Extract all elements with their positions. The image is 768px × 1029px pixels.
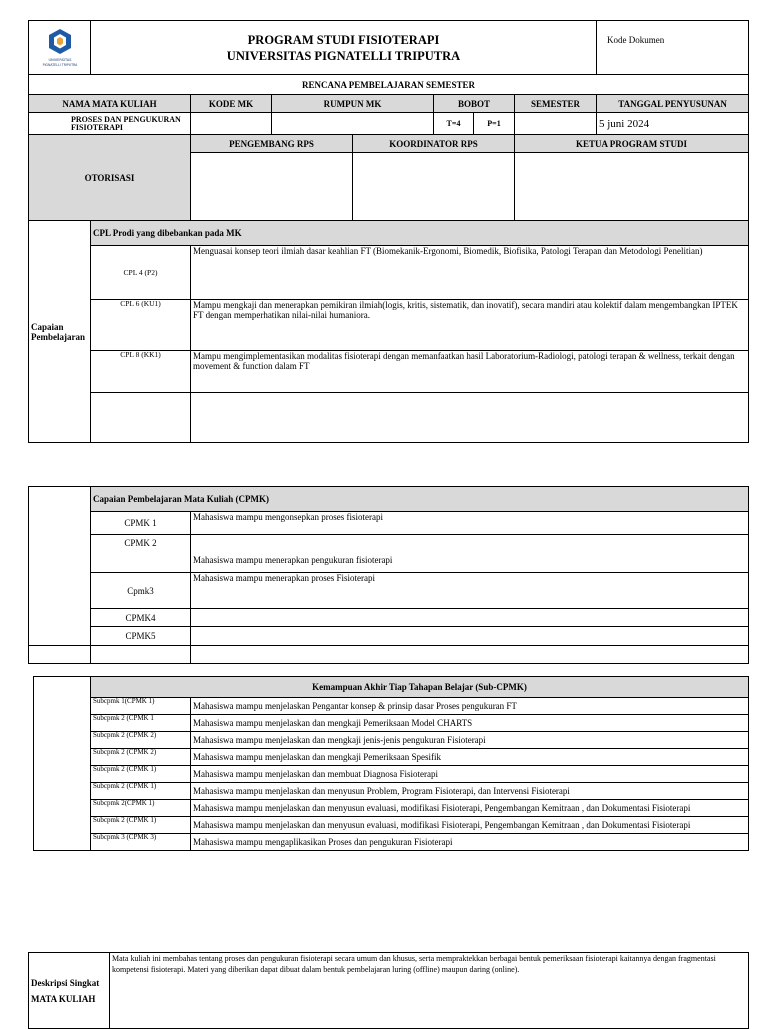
subcpmk-text: Mahasiswa mampu menjelaskan dan menyusun Problem, Program Fisioterapi, dan Intervensi Fisioterapi bbox=[191, 783, 749, 800]
cpmk-text: Mahasiswa mampu mengonsepkan proses fisioterapi bbox=[191, 512, 749, 535]
cpmk-code: Cpmk3 bbox=[91, 573, 191, 609]
col-nama-mk: NAMA MATA KULIAH bbox=[29, 95, 191, 113]
subcpmk-code: Subcpmk 3 (CPMK 3) bbox=[91, 834, 191, 851]
subcpmk-code: Subcpmk 2 (CPMK 1) bbox=[91, 817, 191, 834]
cpmk-text bbox=[191, 627, 749, 646]
cpl-text: Mampu mengimplementasikan modalitas fisioterapi dengan memanfaatkan hasil Laboratorium-Radiologi, patologi terapan & wellness, terkait dengan movement & function dalam FT bbox=[191, 351, 749, 393]
col-tanggal: TANGGAL PENYUSUNAN bbox=[597, 95, 749, 113]
cpmk-code: CPMK4 bbox=[91, 609, 191, 627]
header-table bbox=[28, 20, 749, 75]
subcpmk-code: Subcpmk 2 (CPMK 1 bbox=[91, 715, 191, 732]
deskripsi-label-line1: Deskripsi Singkat bbox=[31, 977, 100, 988]
subcpmk-code: Subcpmk 2 (CPMK 2) bbox=[91, 732, 191, 749]
course-code bbox=[191, 113, 272, 135]
cpl-table bbox=[28, 220, 749, 443]
rps-table bbox=[28, 74, 749, 135]
col-kode-mk: KODE MK bbox=[191, 95, 272, 113]
cpmk-empty bbox=[191, 646, 749, 664]
cpmk-code: CPMK 1 bbox=[91, 512, 191, 535]
subcpmk-side bbox=[34, 677, 91, 851]
rps-title: RENCANA PEMBELAJARAN SEMESTER bbox=[29, 75, 749, 95]
deskripsi-text: Mata kuliah ini membahas tentang proses dan pengukuran fisioterapi secara umum dan khusus, serta mempraktekkan berbagai bentuk pemeriksaan fisioterapi kaitannya dengan fragmentasi kompetensi fisioterapi. Materi yang diberikan dapat dibuat dalam bentuk pembelajaran luring (offline) maupun daring (online). bbox=[110, 953, 749, 1029]
subcpmk-code: Subcpmk 1(CPMK 1) bbox=[91, 698, 191, 715]
subcpmk-table bbox=[33, 676, 749, 851]
subcpmk-text: Mahasiswa mampu menjelaskan dan menyusun evaluasi, modifikasi Fisioterapi, Pengembangan Kemitraan , dan Dokumentasi Fisioterapi bbox=[191, 817, 749, 834]
ketua-prodi-header: KETUA PROGRAM STUDI bbox=[515, 135, 749, 153]
deskripsi-table bbox=[28, 952, 749, 1029]
university-title: UNIVERSITAS PIGNATELLI TRIPUTRA bbox=[226, 48, 461, 63]
course-name: PROSES DAN PENGUKURAN FISIOTERAPI bbox=[29, 113, 191, 135]
subcpmk-code: Subcpmk 2(CPMK 1) bbox=[91, 800, 191, 817]
cpl-code: CPL 4 (P2) bbox=[91, 246, 191, 300]
doc-code-label: Kode Dokumen bbox=[597, 21, 749, 75]
cpmk-empty bbox=[91, 646, 191, 664]
program-title: PROGRAM STUDI FISIOTERAPI bbox=[247, 32, 440, 47]
cpmk-text: Mahasiswa mampu menerapkan pengukuran fisioterapi bbox=[191, 535, 749, 573]
cpl-text: Menguasai konsep teori ilmiah dasar keahlian FT (Biomekanik-Ergonomi, Biomedik, Biofisika, Patologi Terapan dan Metodologi Penelitian) bbox=[191, 246, 749, 300]
cpl-empty-code bbox=[91, 393, 191, 443]
subcpmk-text: Mahasiswa mampu menjelaskan dan mengkaji Pemeriksaan Spesifik bbox=[191, 749, 749, 766]
subcpmk-text: Mahasiswa mampu menjelaskan dan menyusun evaluasi, modifikasi Fisioterapi, Pengembangan Kemitraan , dan Dokumentasi Fisioterapi bbox=[191, 800, 749, 817]
cpmk-header: Capaian Pembelajaran Mata Kuliah (CPMK) bbox=[91, 487, 749, 512]
otorisasi-table bbox=[28, 134, 749, 221]
cpl-section-label: Capaian Pembelajaran bbox=[29, 221, 91, 443]
bobot-t: T=4 bbox=[434, 113, 474, 135]
subcpmk-code: Subcpmk 2 (CPMK 2) bbox=[91, 749, 191, 766]
cpmk-side bbox=[29, 487, 91, 646]
course-date: 5 juni 2024 bbox=[597, 113, 749, 135]
subcpmk-code: Subcpmk 2 (CPMK 1) bbox=[91, 766, 191, 783]
cpmk-text bbox=[191, 609, 749, 627]
cpmk-table bbox=[28, 486, 749, 664]
course-rumpun bbox=[272, 113, 434, 135]
col-bobot: BOBOT bbox=[434, 95, 515, 113]
course-semester bbox=[515, 113, 597, 135]
cpmk-text: Mahasiswa mampu menerapkan proses Fisioterapi bbox=[191, 573, 749, 609]
subcpmk-text: Mahasiswa mampu menjelaskan Pengantar konsep & prinsip dasar Proses pengukuran FT bbox=[191, 698, 749, 715]
svg-text:PIGNATELLI TRIPUTRA: PIGNATELLI TRIPUTRA bbox=[42, 62, 78, 67]
subcpmk-header: Kemampuan Akhir Tiap Tahapan Belajar (Sub-CPMK) bbox=[91, 677, 749, 698]
koordinator-signature bbox=[353, 153, 515, 221]
otorisasi-label: OTORISASI bbox=[29, 135, 191, 221]
university-logo-icon bbox=[31, 25, 89, 71]
cpmk-code: CPMK5 bbox=[91, 627, 191, 646]
subcpmk-text: Mahasiswa mampu menjelaskan dan mengkaji Pemeriksaan Model CHARTS bbox=[191, 715, 749, 732]
pengembang-signature bbox=[191, 153, 353, 221]
subcpmk-code: Subcpmk 2 (CPMK 1) bbox=[91, 783, 191, 800]
col-semester: SEMESTER bbox=[515, 95, 597, 113]
subcpmk-text: Mahasiswa mampu mengaplikasikan Proses dan pengukuran Fisioterapi bbox=[191, 834, 749, 851]
cpl-header: CPL Prodi yang dibebankan pada MK bbox=[91, 221, 749, 246]
deskripsi-label-line2: MATA KULIAH bbox=[31, 993, 96, 1004]
subcpmk-text: Mahasiswa mampu menjelaskan dan membuat Diagnosa Fisioterapi bbox=[191, 766, 749, 783]
ketua-signature bbox=[515, 153, 749, 221]
cpmk-empty bbox=[29, 646, 91, 664]
university-logo bbox=[31, 25, 89, 71]
cpl-code: CPL 6 (KU1) bbox=[91, 300, 191, 351]
bobot-p: P=1 bbox=[474, 113, 515, 135]
cpl-empty-text bbox=[191, 393, 749, 443]
col-rumpun-mk: RUMPUN MK bbox=[272, 95, 434, 113]
subcpmk-text: Mahasiswa mampu menjelaskan dan mengkaji jenis-jenis pengukuran Fisioterapi bbox=[191, 732, 749, 749]
cpl-text: Mampu mengkaji dan menerapkan pemikiran ilmiah(logis, kritis, sistematik, dan inovatif), secara mandiri atau kolektif dalam mengembangkan IPTEK FT dengan memperhatikan nilai-nilai humaniora. bbox=[191, 300, 749, 351]
cpl-code: CPL 8 (KK1) bbox=[91, 351, 191, 393]
logo-cell bbox=[29, 21, 91, 75]
koordinator-rps-header: KOORDINATOR RPS bbox=[353, 135, 515, 153]
deskripsi-label bbox=[29, 953, 110, 1029]
cpmk-code: CPMK 2 bbox=[91, 535, 191, 573]
svg-text:UNIVERSITAS: UNIVERSITAS bbox=[48, 57, 72, 62]
pengembang-rps-header: PENGEMBANG RPS bbox=[191, 135, 353, 153]
